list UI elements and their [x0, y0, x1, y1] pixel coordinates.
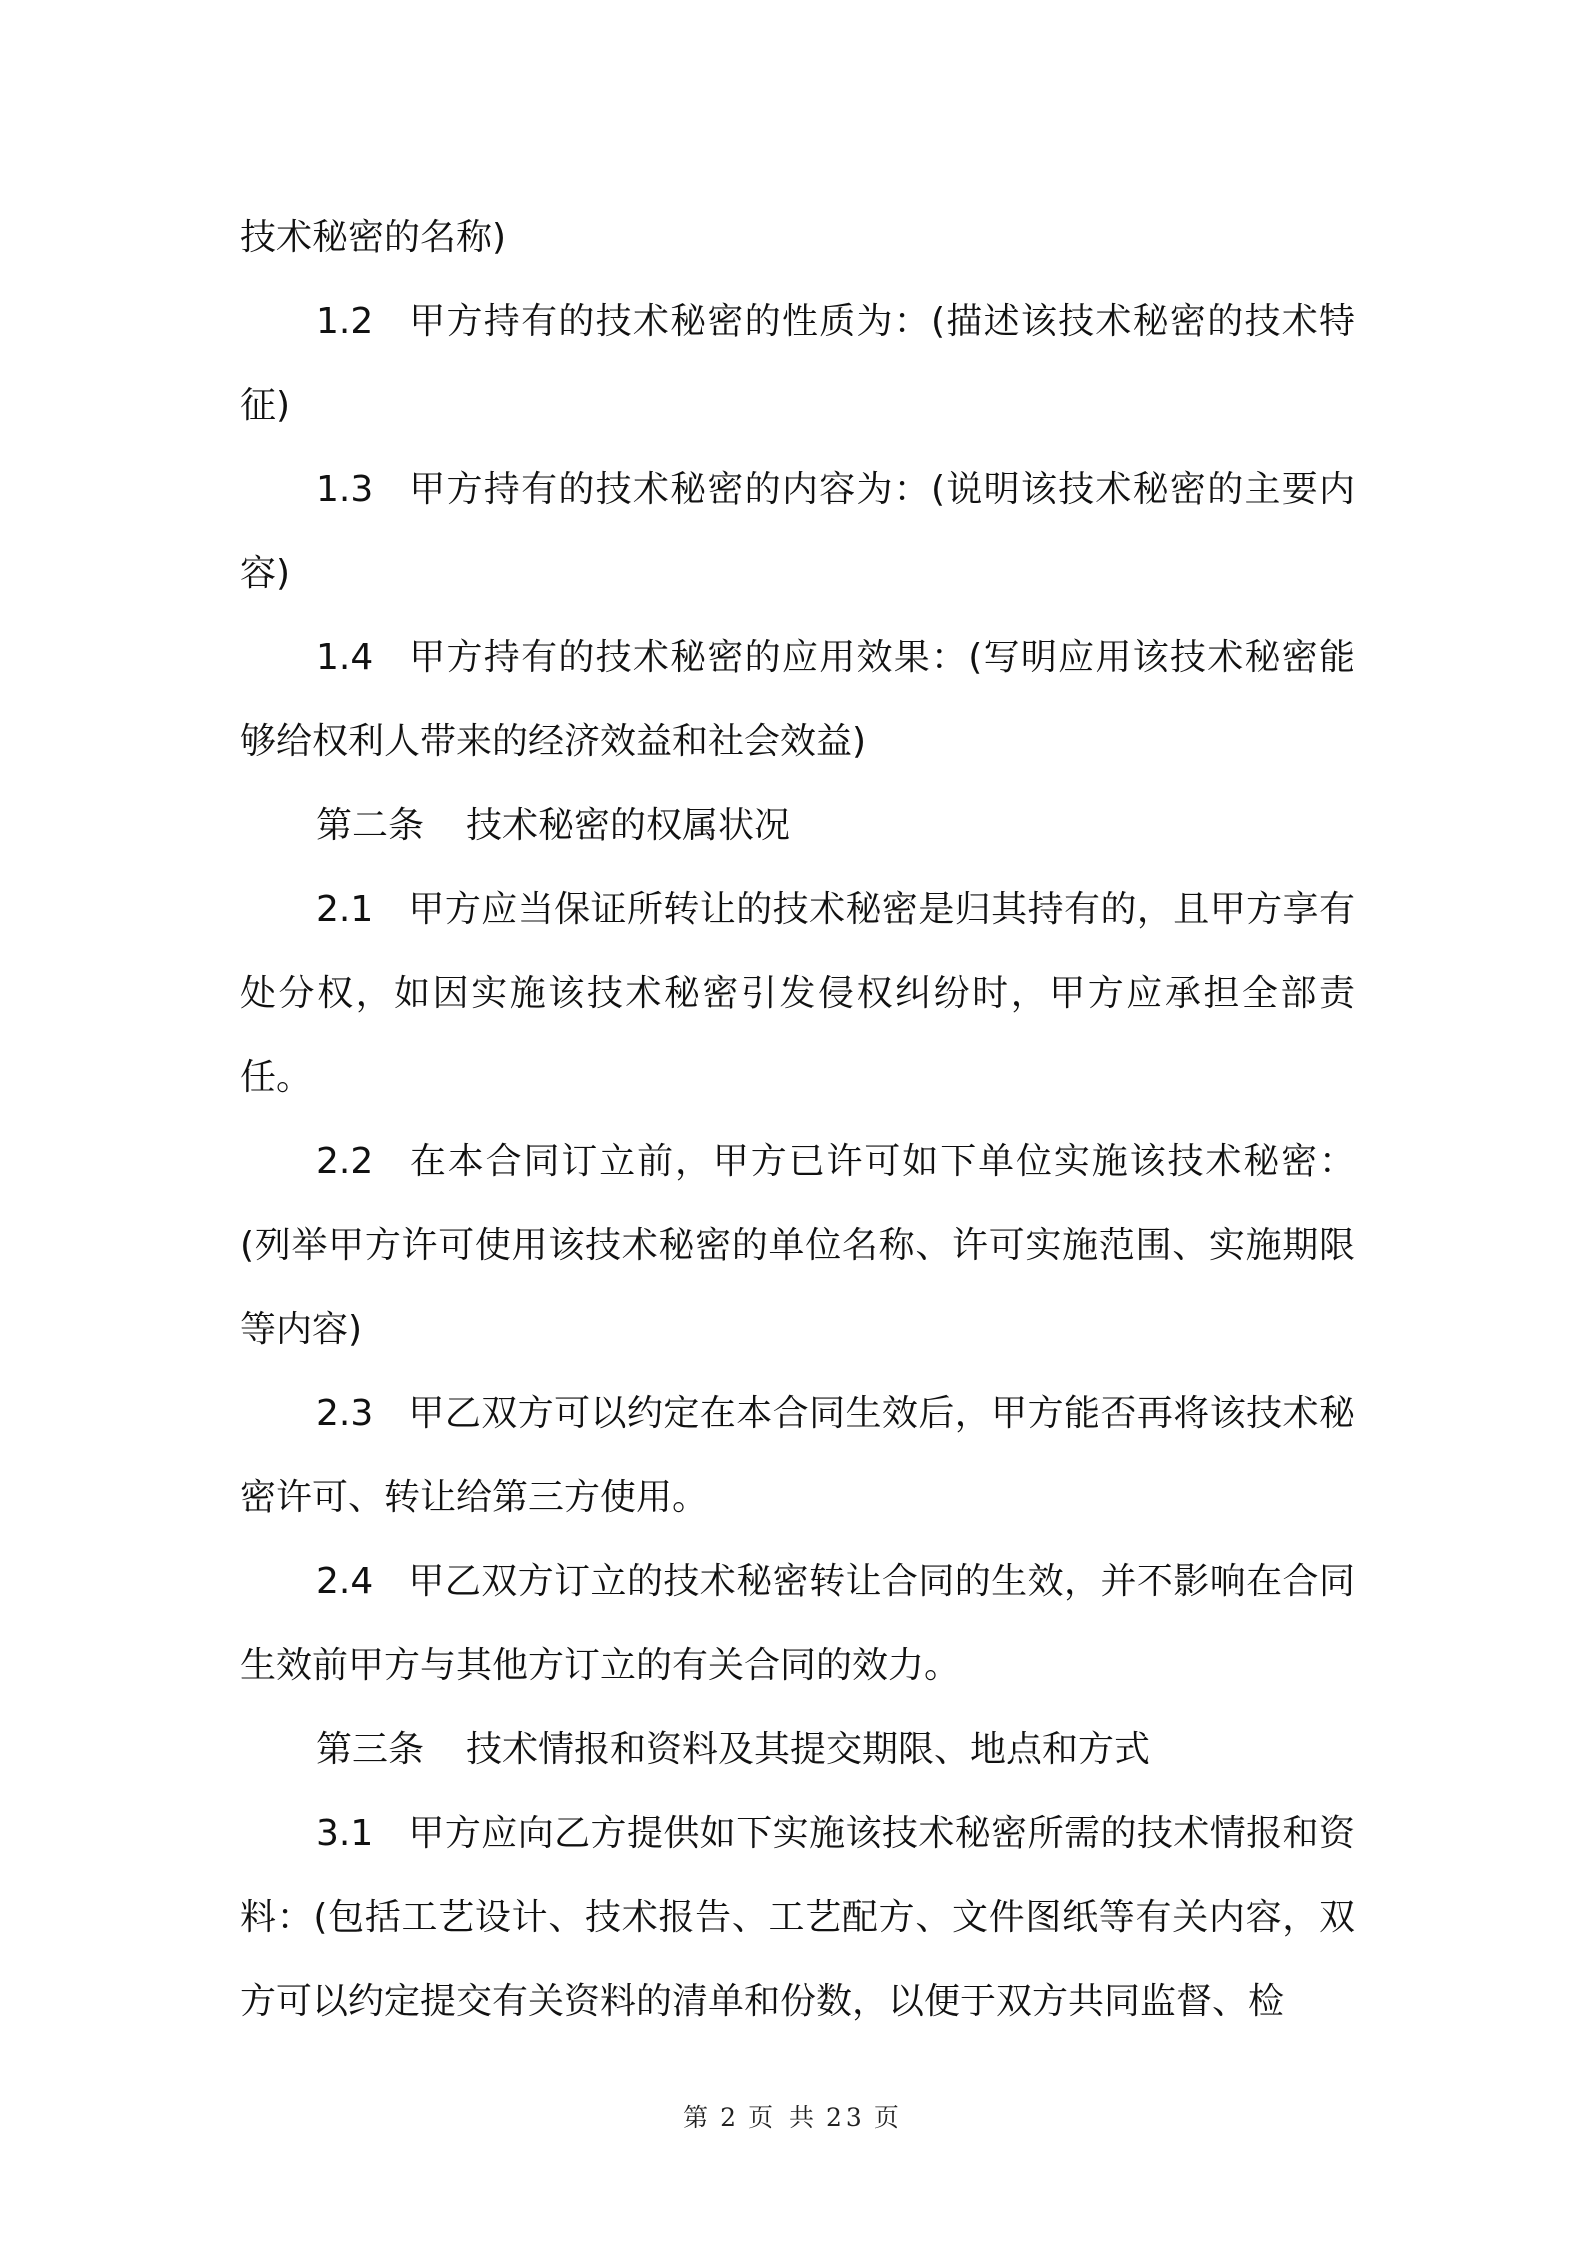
document-body [240, 196, 1355, 2044]
clause-number: 2.2 [316, 1141, 374, 1182]
clause-2-3 [240, 1372, 1355, 1540]
clause-1-3 [240, 448, 1355, 616]
footer-middle: 页 共 [748, 2103, 819, 2132]
clause-number: 2.1 [316, 889, 374, 930]
clause-3-1 [240, 1792, 1355, 2044]
article-title: 技术秘密的权属状况 [466, 805, 791, 846]
clause-text: 甲方持有的技术秘密的应用效果：(写明应用该技术秘密能够给权利人带来的经济效益和社会效益) [240, 637, 1355, 762]
clause-text: 在本合同订立前，甲方已许可如下单位实施该技术秘密：(列举甲方许可使用该技术秘密的单位名称、许可实施范围、实施期限等内容) [240, 1141, 1355, 1350]
footer-suffix: 页 [873, 2103, 903, 2132]
clause-text: 甲乙双方订立的技术秘密转让合同的生效，并不影响在合同生效前甲方与其他方订立的有关合同的效力。 [240, 1561, 1355, 1686]
clause-number: 1.2 [316, 301, 374, 342]
page-footer [0, 2098, 1586, 2134]
article-2-heading [240, 784, 1355, 868]
article-title: 技术情报和资料及其提交期限、地点和方式 [466, 1729, 1151, 1770]
clause-2-2 [240, 1120, 1355, 1372]
clause-text: 甲方持有的技术秘密的内容为：(说明该技术秘密的主要内容) [240, 469, 1355, 594]
clause-number: 1.4 [316, 637, 374, 678]
clause-number: 2.3 [316, 1393, 374, 1434]
clause-1-4 [240, 616, 1355, 784]
clause-1-2 [240, 280, 1355, 448]
clause-2-1 [240, 868, 1355, 1120]
clause-text: 甲方应向乙方提供如下实施该技术秘密所需的技术情报和资料：(包括工艺设计、技术报告、工艺配方、文件图纸等有关内容，双方可以约定提交有关资料的清单和份数，以便于双方共同监督、检 [240, 1813, 1355, 2022]
article-number: 第三条 [316, 1729, 425, 1770]
paragraph-continuation [240, 196, 1355, 280]
clause-text: 甲方应当保证所转让的技术秘密是归其持有的，且甲方享有处分权，如因实施该技术秘密引发侵权纠纷时，甲方应承担全部责任。 [240, 889, 1355, 1098]
clause-number: 1.3 [316, 469, 374, 510]
clause-2-4 [240, 1540, 1355, 1708]
clause-text: 甲乙双方可以约定在本合同生效后，甲方能否再将该技术秘密许可、转让给第三方使用。 [240, 1393, 1355, 1518]
article-3-heading [240, 1708, 1355, 1792]
total-pages: 23 [826, 2103, 866, 2132]
footer-prefix: 第 [683, 2103, 713, 2132]
paragraph-text: 技术秘密的名称) [240, 217, 507, 258]
clause-number: 3.1 [316, 1813, 374, 1854]
current-page-number: 2 [720, 2103, 741, 2132]
article-number: 第二条 [316, 805, 425, 846]
clause-number: 2.4 [316, 1561, 374, 1602]
clause-text: 甲方持有的技术秘密的性质为：(描述该技术秘密的技术特征) [240, 301, 1355, 426]
